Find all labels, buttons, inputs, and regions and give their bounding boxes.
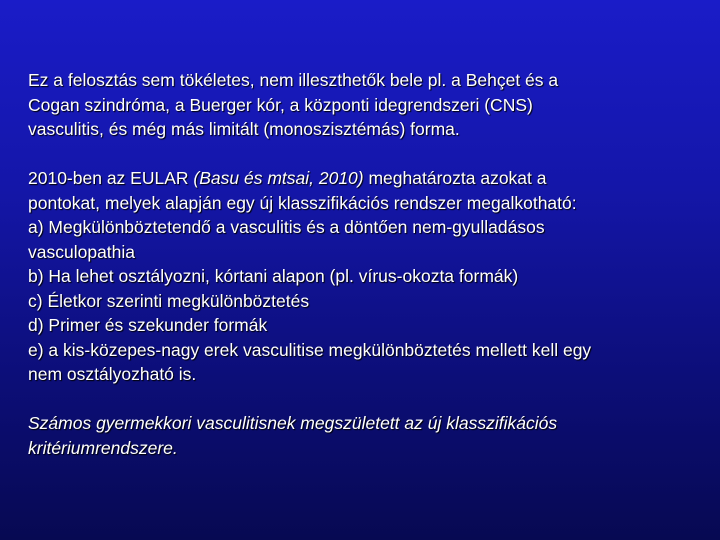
paragraph-spacer	[28, 142, 696, 167]
list-item-b: b) Ha lehet osztályozni, kórtani alapon (pl. vírus-okozta formák)	[28, 266, 519, 286]
text-line: Ez a felosztás sem tökéletes, nem illeszthetők bele pl. a Behçet és a	[28, 70, 559, 90]
text-line: pontokat, melyek alapján egy új klasszifikációs rendszer megalkotható:	[28, 192, 577, 213]
list-item-d: d) Primer és szekunder formák	[28, 315, 268, 335]
slide-content	[28, 68, 696, 460]
intro-text: 2010-ben az EULAR	[28, 168, 194, 188]
list-item-a: a) Megkülönböztetendő a vasculitis és a döntően nem-gyulladásos	[28, 217, 545, 237]
text-line: kritériumrendszere.	[28, 437, 178, 458]
paragraph-classification-limits	[28, 68, 696, 142]
paragraph-conclusion	[28, 411, 696, 460]
list-item-e: e) a kis-közepes-nagy erek vasculitise megkülönböztetés mellett kell egy	[28, 339, 592, 360]
text-line: Cogan szindróma, a Buerger kór, a központi idegrendszeri (CNS)	[28, 94, 533, 115]
eular-intro-line	[28, 166, 696, 191]
list-item-c: c) Életkor szerinti megkülönböztetés	[28, 290, 310, 311]
list-item-a-continued: vasculopathia	[28, 241, 136, 262]
text-line: Számos gyermekkori vasculitisnek megszületett az új klasszifikációs	[28, 413, 558, 433]
paragraph-eular-criteria	[28, 166, 696, 387]
text-line: vasculitis, és még más limitált (monoszisztémás) forma.	[28, 119, 460, 139]
intro-text-continued: meghatározta azokat a	[363, 168, 547, 188]
paragraph-spacer	[28, 387, 696, 412]
citation: (Basu és mtsai, 2010)	[193, 168, 364, 188]
list-item-e-continued: nem osztályozható is.	[28, 364, 197, 384]
